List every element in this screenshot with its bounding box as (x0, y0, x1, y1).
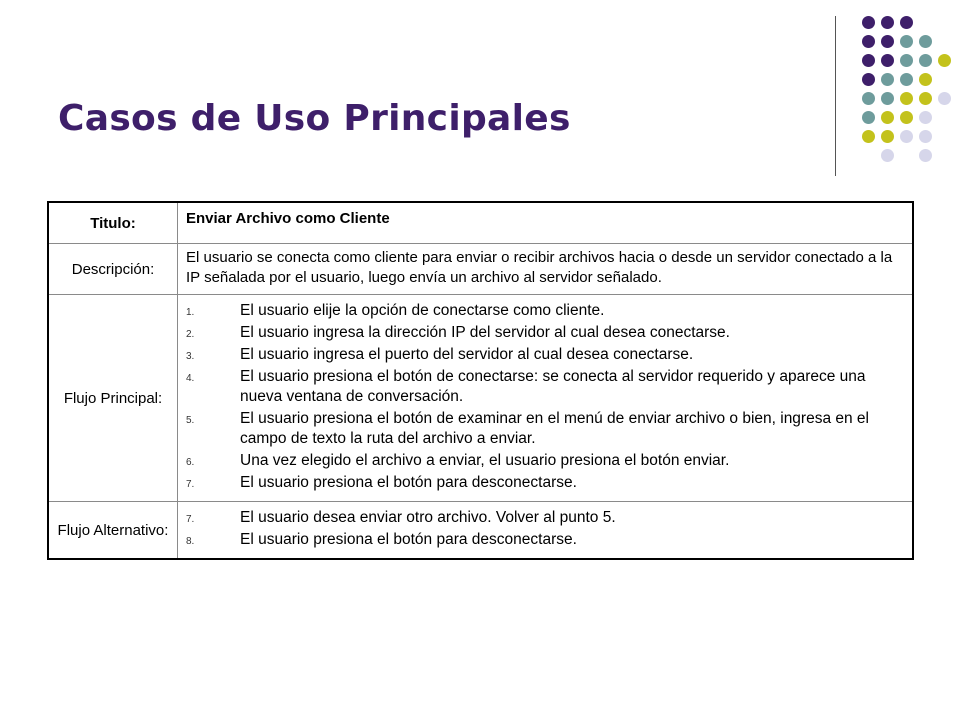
decorative-dot (862, 54, 875, 67)
decorative-dot (900, 111, 913, 124)
decorative-dot (881, 130, 894, 143)
decorative-dot (919, 73, 932, 86)
value-flujo-alternativo (178, 502, 914, 560)
decorative-dot (881, 73, 894, 86)
list-item-number: 6. (186, 457, 195, 468)
list-item-number: 5. (186, 415, 195, 426)
decorative-dot (862, 35, 875, 48)
decorative-dot (919, 54, 932, 67)
decorative-dot (938, 92, 951, 105)
list-item-text: El usuario presiona el botón de conectarse: se conecta al servidor requerido y aparece una nueva ventana de conversación. (240, 368, 866, 405)
list-item-number: 7. (186, 514, 195, 525)
decorative-dot (919, 35, 932, 48)
decorative-divider (835, 16, 836, 176)
row-flujo-alternativo (48, 502, 913, 560)
label-descripcion: Descripción: (48, 244, 178, 295)
row-flujo-principal (48, 295, 913, 502)
label-flujo-alternativo: Flujo Alternativo: (48, 502, 178, 560)
list-item (186, 345, 904, 365)
decorative-dot (919, 92, 932, 105)
decorative-dot (900, 92, 913, 105)
decorative-dot (881, 35, 894, 48)
decorative-dot (900, 35, 913, 48)
list-item (186, 409, 904, 449)
list-item (186, 473, 904, 493)
decorative-dot (862, 16, 875, 29)
list-item-number: 1. (186, 307, 195, 318)
list-item-number: 8. (186, 536, 195, 547)
list-item (186, 323, 904, 343)
decorative-dot (881, 111, 894, 124)
page-title: Casos de Uso Principales (58, 98, 571, 139)
list-item-text: El usuario ingresa el puerto del servidor al cual desea conectarse. (240, 346, 694, 363)
list-item-text: El usuario desea enviar otro archivo. Volver al punto 5. (240, 509, 616, 526)
list-item (186, 508, 904, 528)
list-item (186, 367, 904, 407)
value-descripcion: El usuario se conecta como cliente para enviar o recibir archivos hacia o desde un servidor conectado a la IP señalada por el usuario, luego envía un archivo al servidor señalado. (178, 244, 914, 295)
alternative-flow-list (186, 508, 904, 550)
decorative-dot (919, 111, 932, 124)
label-flujo-principal: Flujo Principal: (48, 295, 178, 502)
list-item-number: 4. (186, 373, 195, 384)
decorative-dot (862, 73, 875, 86)
list-item-text: El usuario presiona el botón de examinar en el menú de enviar archivo o bien, ingresa en el campo de texto la ruta del archivo a enviar. (240, 410, 869, 447)
list-item-text: El usuario presiona el botón para desconectarse. (240, 474, 577, 491)
list-item-number: 3. (186, 351, 195, 362)
list-item-text: Una vez elegido el archivo a enviar, el usuario presiona el botón enviar. (240, 452, 730, 469)
list-item (186, 530, 904, 550)
list-item (186, 451, 904, 471)
list-item-text: El usuario ingresa la dirección IP del servidor al cual desea conectarse. (240, 324, 730, 341)
row-descripcion (48, 244, 913, 295)
list-item-text: El usuario elije la opción de conectarse como cliente. (240, 302, 605, 319)
list-item-number: 7. (186, 479, 195, 490)
label-titulo: Titulo: (48, 202, 178, 244)
decorative-dot (881, 92, 894, 105)
decorative-dot (919, 130, 932, 143)
decorative-dot (881, 149, 894, 162)
list-item (186, 301, 904, 321)
decorative-dot (900, 130, 913, 143)
decorative-dot (900, 16, 913, 29)
main-flow-list (186, 301, 904, 493)
value-flujo-principal (178, 295, 914, 502)
decorative-dot (900, 54, 913, 67)
use-case-table (47, 201, 914, 560)
list-item-text: El usuario presiona el botón para desconectarse. (240, 531, 577, 548)
decorative-dot (881, 16, 894, 29)
decorative-dot (900, 73, 913, 86)
value-titulo: Enviar Archivo como Cliente (178, 202, 914, 244)
decorative-dot (862, 111, 875, 124)
list-item-number: 2. (186, 329, 195, 340)
decorative-dot (919, 149, 932, 162)
decorative-dot (881, 54, 894, 67)
decorative-dot (938, 54, 951, 67)
decorative-dot (862, 92, 875, 105)
decorative-dot (862, 130, 875, 143)
row-titulo (48, 202, 913, 244)
